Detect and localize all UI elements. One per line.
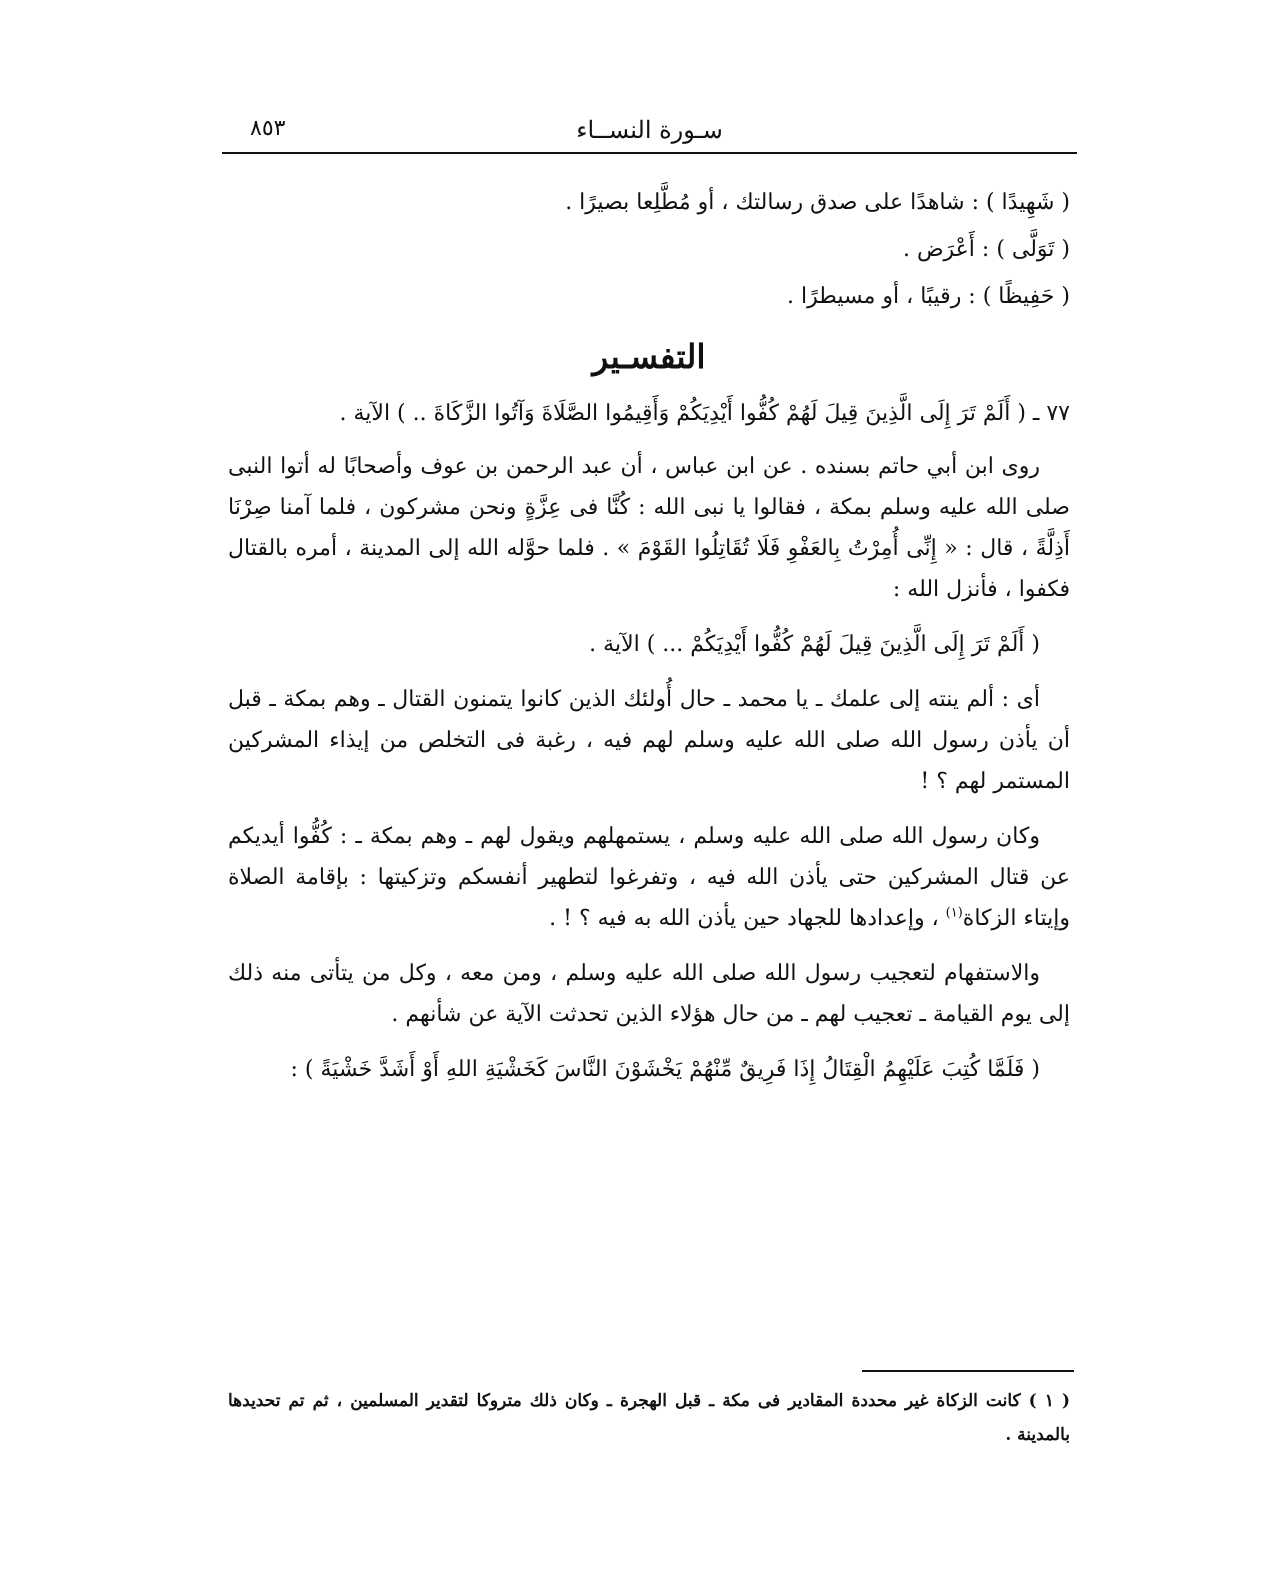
running-header	[222, 108, 1077, 152]
verse-quote-1: ( أَلَمْ تَرَ إِلَى الَّذِينَ قِيلَ لَهُمْ كُفُّوا أَيْدِيَكُمْ ... ) الآية .	[589, 632, 1040, 657]
paragraph-text-before-note: وكان رسول الله صلى الله عليه وسلم ، يستمهلهم ويقول لهم ـ وهم بمكة ـ : كُفُّوا أيديكم عن قتال المشركين حتى يأذن الله فيه ، وتفرغوا لتطهير أنفسكم وتزكيتها : بإقامة الصلاة وإيتاء الزكاة	[228, 824, 1070, 931]
paragraph-explanation: أى : ألم ينته إلى علمك ـ يا محمد ـ حال أُولئك الذين كانوا يتمنون القتال ـ وهم بمكة ـ قبل أن يأذن رسول الله صلى الله عليه وسلم لهم فيه ، رغبة فى التخلص من إيذاء المشركين المستمر لهم ؟ !	[228, 687, 1070, 794]
gloss-tawalla: ( تَوَلَّى ) : أَعْرَض .	[902, 237, 1070, 262]
page-number: ٨٥٣	[250, 116, 286, 141]
paragraph-narration: روى ابن أبي حاتم بسنده . عن ابن عباس ، أن عبد الرحمن بن عوف وأصحابًا له أتوا النبى صلى الله عليه وسلم بمكة ، فقالوا يا نبى الله : كُنَّا فى عِزَّةٍ ونحن مشركون ، فلما آمنا صِرْنَا أَذِلَّةً ، قال : « إِنِّى أُمِرْتُ بِالعَفْوِ فَلَا تُقَاتِلُوا القَوْمَ » . فلما حوَّله الله إلى المدينة ، أمره بالقتال فكفوا ، فأنزل الله :	[228, 454, 1070, 602]
section-title: التفسـير	[592, 337, 706, 376]
gloss-hafiz: ( حَفِيظًا ) : رقيبًا ، أو مسيطرًا .	[787, 284, 1070, 309]
verse-quote-2: ( فَلَمَّا كُتِبَ عَلَيْهِمُ الْقِتَالُ إِذَا فَرِيقٌ مِّنْهُمْ يَخْشَوْنَ النَّاسَ كَخَشْيَةِ اللهِ أَوْ أَشَدَّ خَشْيَةً ) :	[290, 1057, 1040, 1082]
paragraph-text-after-note: ، وإعدادها للجهاد حين يأذن الله به فيه ؟ ! .	[549, 906, 946, 931]
footnote-marker: (١)	[945, 905, 963, 921]
paragraph-prophet-instruction	[228, 816, 1070, 939]
footnote: ( ١ ) كانت الزكاة غير محددة المقادير فى مكة ـ قبل الهجرة ـ وكان ذلك متروكا لتقدير المسلمين ، ثم تم تحديدها بالمدينة .	[228, 1391, 1070, 1445]
footnote-rule	[862, 1370, 1074, 1372]
paragraph-istifham: والاستفهام لتعجيب رسول الله صلى الله عليه وسلم ، ومن معه ، وكل من يتأتى منه ذلك إلى يوم القيامة ـ تعجيب لهم ـ من حال هؤلاء الذين تحدثت الآية عن شأنهم .	[228, 961, 1070, 1027]
main-text	[228, 182, 1070, 1104]
header-rule	[222, 152, 1077, 154]
verse-heading: ٧٧ ـ ( أَلَمْ تَرَ إِلَى الَّذِينَ قِيلَ لَهُمْ كُفُّوا أَيْدِيَكُمْ وَأَقِيمُوا الصَّلَاةَ وَآتُوا الزَّكَاةَ .. ) الآية .	[339, 401, 1070, 426]
gloss-shahid: ( شَهِيدًا ) : شاهدًا على صدق رسالتك ، أو مُطَّلِعا بصيرًا .	[565, 190, 1070, 215]
surah-title: سـورة النســاء	[576, 116, 723, 144]
